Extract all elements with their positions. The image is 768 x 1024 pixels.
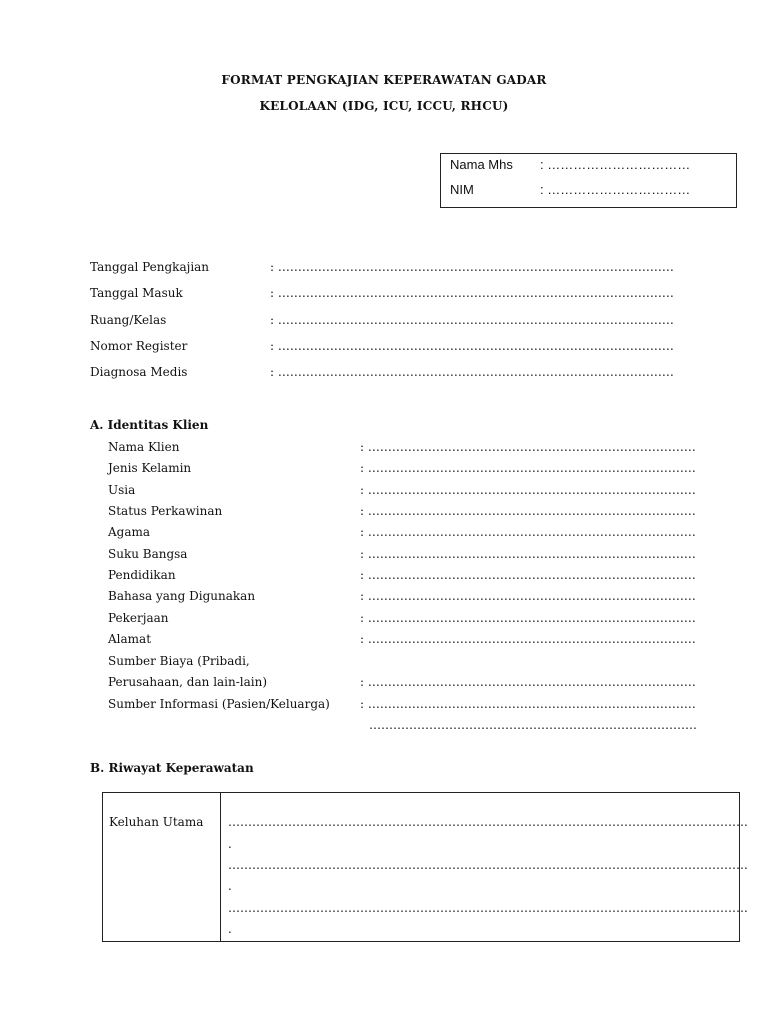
keluhan-line[interactable]: ………………………………………………………………………………………………………………….	[228, 901, 748, 915]
field-label: Status Perkawinan	[108, 504, 223, 518]
field-label: Tanggal Pengkajian	[90, 260, 210, 274]
field-value[interactable]: : ………………………………………………………………………………………	[270, 286, 674, 300]
field-label: Tanggal Masuk	[90, 286, 183, 300]
field-label: Jenis Kelamin	[108, 461, 192, 475]
field-label: Sumber Informasi (Pasien/Keluarga)	[108, 697, 330, 711]
field-value[interactable]: : ……………………………………………………………………….	[360, 697, 696, 711]
field-value[interactable]: : ……………………………………………………………………….	[360, 461, 696, 475]
field-label: Perusahaan, dan lain-lain)	[108, 675, 268, 689]
field-label: Bahasa yang Digunakan	[108, 589, 256, 603]
field-label: Sumber Biaya (Pribadi,	[108, 654, 250, 668]
field-label: Alamat	[108, 632, 152, 646]
field-value[interactable]: : ……………………………………………………………………….	[360, 589, 696, 603]
field-value[interactable]: : ………………………………………………………………………………………	[270, 339, 674, 353]
keluhan-line[interactable]: ………………………………………………………………………………………………………………….	[228, 858, 748, 872]
field-label: Nama Klien	[108, 440, 180, 454]
field-value[interactable]: : ……………………………………………………………………….	[360, 675, 696, 689]
document-title-line2: KELOLAAN (IDG, ICU, ICCU, RHCU)	[259, 99, 509, 113]
field-label: Ruang/Kelas	[90, 313, 167, 327]
field-label: Pekerjaan	[108, 611, 169, 625]
field-value[interactable]: : ……………………………………………………………………….	[360, 483, 696, 497]
student-info-box	[440, 153, 737, 208]
field-value[interactable]: : ……………………………………………………………………….	[360, 632, 696, 646]
field-value[interactable]: : ………………………………………………………………………………………	[270, 365, 674, 379]
section-b-title: B. Riwayat Keperawatan	[90, 761, 254, 775]
field-label: Diagnosa Medis	[90, 365, 188, 379]
field-value[interactable]: ……………………………………………………………………….	[369, 718, 697, 732]
keluhan-line[interactable]: .	[228, 922, 232, 936]
field-value[interactable]: : ……………………………………………………………………….	[360, 568, 696, 582]
field-value[interactable]: : ……………………………………………………………………….	[360, 504, 696, 518]
keluhan-line[interactable]: .	[228, 837, 232, 851]
document-title-line1: FORMAT PENGKAJIAN KEPERAWATAN GADAR	[221, 73, 547, 87]
table-divider	[220, 793, 221, 941]
field-label: Suku Bangsa	[108, 547, 188, 561]
field-value[interactable]: : ………………………………………………………………………………………	[270, 313, 674, 327]
student-nim-field[interactable]: : ……………………………	[540, 182, 691, 197]
field-value[interactable]: : ……………………………………………………………………….	[360, 525, 696, 539]
field-value[interactable]: : ……………………………………………………………………….	[360, 547, 696, 561]
student-name-label: Nama Mhs	[450, 157, 513, 172]
keluhan-line[interactable]: .	[228, 879, 232, 893]
field-label: Pendidikan	[108, 568, 176, 582]
keluhan-line[interactable]: ………………………………………………………………………………………………………………….	[228, 815, 748, 829]
student-nim-label: NIM	[450, 182, 474, 197]
field-label: Nomor Register	[90, 339, 188, 353]
field-label: Agama	[108, 525, 151, 539]
field-value[interactable]: : ……………………………………………………………………….	[360, 611, 696, 625]
section-a-title: A. Identitas Klien	[90, 418, 209, 432]
field-label: Usia	[108, 483, 136, 497]
keluhan-utama-table	[102, 792, 748, 942]
field-value[interactable]: : ……………………………………………………………………….	[360, 440, 696, 454]
field-value[interactable]: : ………………………………………………………………………………………	[270, 260, 674, 274]
keluhan-utama-label: Keluhan Utama	[109, 815, 204, 829]
student-name-field[interactable]: : ……………………………	[540, 157, 691, 172]
